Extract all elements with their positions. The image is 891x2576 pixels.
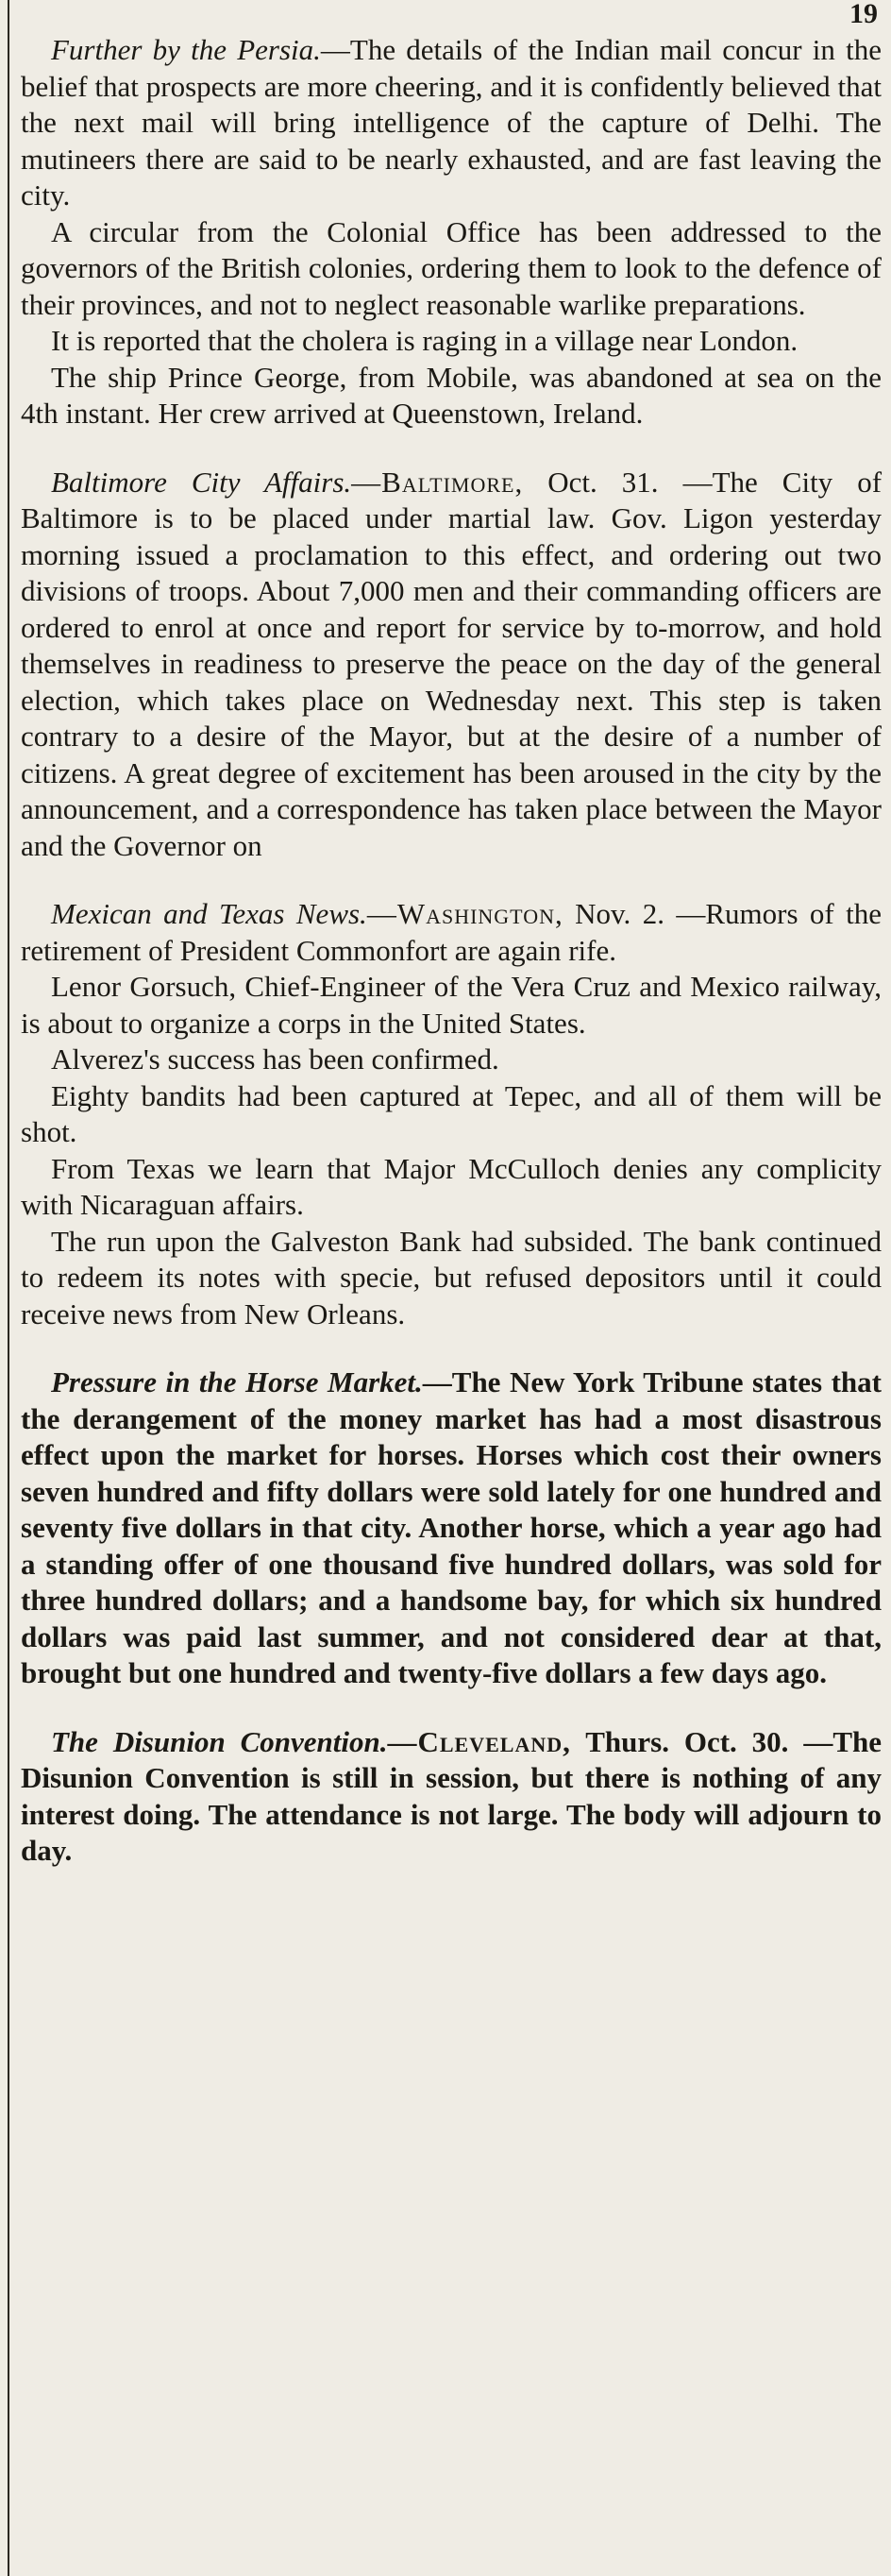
article-heading: Pressure in the Horse Market. — [51, 1365, 423, 1398]
article-paragraph: It is reported that the cholera is raging in a village near London. — [51, 324, 799, 357]
article-dateline: —Baltimore, — [351, 465, 524, 499]
article-text: —The New York Tribune states that the derangement of the money market has had a most disastrous effect upon the market for horses. Horses which cost their owners seven hundred and fifty dollars were sold lately for one hundred and seventy five dollars in that city. Another horse, which a year ago had a standing offer of one thousand five hundred dollars, was sold for three hundred dollars; and a handsome bay, for which six hundred dollars was paid last summer, and not considered dear at that, brought but one hundred and twenty-five dollars a few days ago. — [21, 1365, 882, 1689]
article-heading: Baltimore City Affairs. — [51, 465, 352, 499]
article-text: —The Disunion Convention is still in session, but there is nothing of any interest doing. The attendance is not large. The body will adjourn to day. — [21, 1724, 882, 1867]
page-number: 19 — [849, 0, 878, 29]
article-date: Oct. 31. — [547, 465, 659, 499]
article-heading: Mexican and Texas News. — [51, 897, 367, 930]
article-paragraph — [21, 32, 882, 214]
article-heading: Further by the Persia. — [51, 33, 321, 66]
article-baltimore — [21, 465, 882, 865]
article-mexican-texas — [21, 896, 882, 1332]
article-text: —Rumors of the retirement of President Commonfort are again rife. — [21, 897, 883, 967]
article-paragraph: The ship Prince George, from Mobile, was abandoned at sea on the 4th instant. Her crew arrived at Queenstown, Ireland. — [21, 360, 882, 430]
article-paragraph: Alverez's success has been confirmed. — [51, 1042, 499, 1076]
article-horse-market — [21, 1364, 882, 1692]
column-rule — [8, 0, 9, 2576]
article-paragraph — [21, 896, 882, 969]
article-date: Nov. 2. — [575, 897, 664, 930]
article-dateline: —Cleveland, — [387, 1724, 571, 1758]
article-paragraph: Lenor Gorsuch, Chief-Engineer of the Vera Cruz and Mexico railway, is about to organize a corps in the United States. — [21, 970, 882, 1040]
article-paragraph — [21, 1724, 882, 1870]
news-column — [21, 32, 882, 1870]
article-paragraph: A circular from the Colonial Office has been addressed to the governors of the British colonies, ordering them to look to the defence of their provinces, and not to neglect reasonable warlike preparations. — [21, 214, 882, 321]
article-persia — [21, 32, 882, 432]
article-paragraph: From Texas we learn that Major McCulloch denies any complicity with Nicaraguan affairs. — [21, 1151, 882, 1221]
article-paragraph — [21, 465, 882, 865]
article-text: —The details of the Indian mail concur in the belief that prospects are more cheering, and it is confidently believed that the next mail will bring intelligence of the capture of Delhi. The mutineers there are said to be nearly exhausted, and are fast leaving the city. — [21, 33, 882, 212]
article-paragraph — [21, 1364, 882, 1692]
article-paragraph: The run upon the Galveston Bank had subsided. The bank continued to redeem its notes with specie, but refused depositors until it could receive news from New Orleans. — [21, 1224, 882, 1330]
article-text: —The City of Baltimore is to be placed under martial law. Gov. Ligon yesterday morning issued a proclamation to this effect, and ordering out two divisions of troops. About 7,000 men and their commanding officers are ordered to enrol at once and report for service by to-morrow, and hold themselves in readiness to preserve the peace on the day of the general election, which takes place on Wednesday next. This step is taken contrary to a desire of the Mayor, but at the desire of a number of citizens. A great degree of excitement has been aroused in the city by the announcement, and a correspondence has taken place between the Mayor and the Governor on — [21, 465, 883, 862]
article-disunion-convention — [21, 1724, 882, 1870]
article-paragraph: Eighty bandits had been captured at Tepec, and all of them will be shot. — [21, 1078, 882, 1148]
article-dateline: —Washington, — [366, 897, 563, 930]
article-heading: The Disunion Convention. — [51, 1724, 388, 1758]
article-date: Thurs. Oct. 30. — [585, 1724, 789, 1758]
